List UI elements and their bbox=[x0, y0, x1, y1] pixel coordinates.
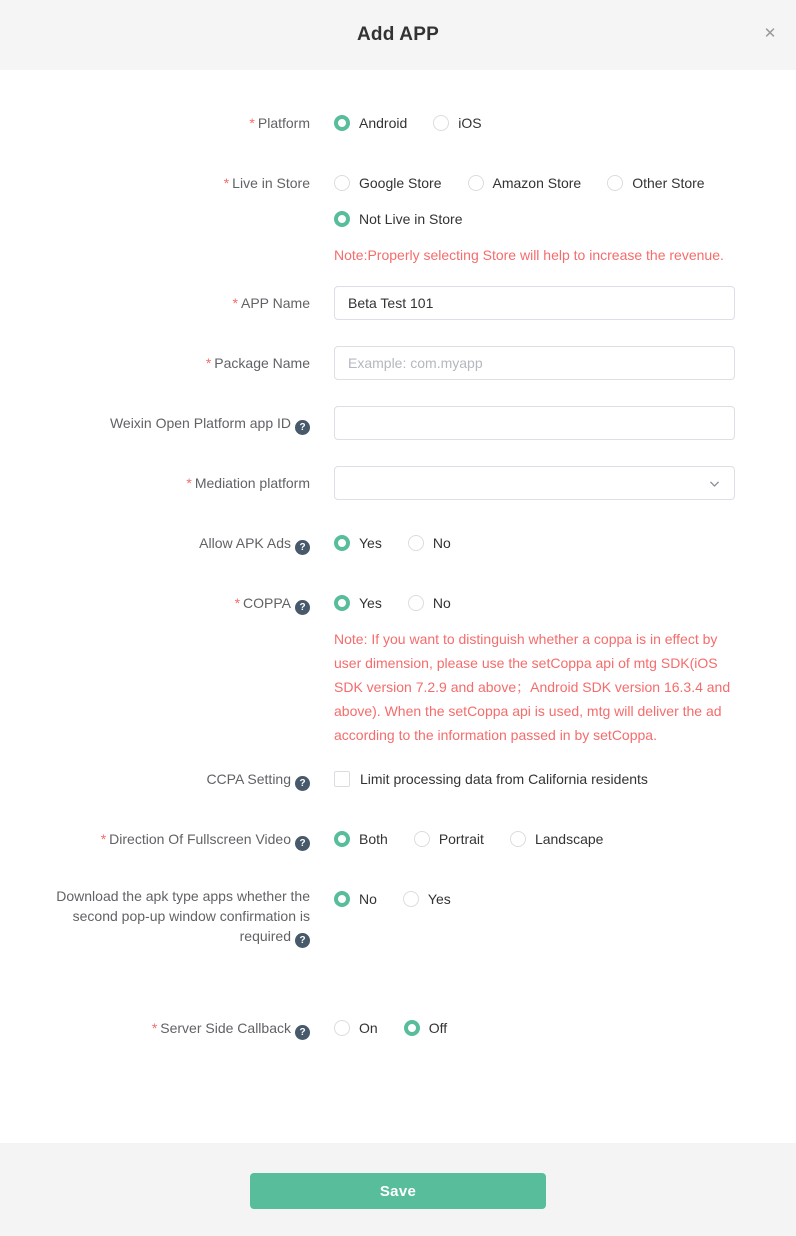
radio-label: Amazon Store bbox=[492, 175, 582, 191]
coppa-option-no[interactable] bbox=[408, 595, 451, 611]
required-asterisk: * bbox=[223, 175, 230, 191]
field-live-in-store bbox=[38, 166, 735, 267]
radio-label: On bbox=[359, 1020, 378, 1036]
chevron-down-icon bbox=[708, 477, 721, 490]
live-in-store-option-other-store[interactable] bbox=[607, 175, 704, 191]
dialog-header bbox=[0, 0, 796, 70]
field-platform bbox=[38, 106, 735, 140]
direction-fullscreen-video-radio-group bbox=[334, 822, 735, 856]
radio-unselected-icon bbox=[334, 175, 350, 191]
field-mediation-platform bbox=[38, 466, 735, 500]
coppa-radio-group bbox=[334, 586, 735, 620]
platform-label: * Platform bbox=[249, 115, 310, 131]
apk-download-confirm-label: Download the apk type apps whether the second pop-up window confirmation is required ? bbox=[56, 888, 310, 946]
server-side-callback-option-on[interactable] bbox=[334, 1020, 378, 1036]
radio-label: No bbox=[359, 891, 377, 907]
save-button[interactable]: Save bbox=[250, 1173, 546, 1209]
checkbox-icon bbox=[334, 771, 350, 787]
field-ccpa-setting bbox=[38, 762, 735, 796]
radio-unselected-icon bbox=[607, 175, 623, 191]
platform-radio-group bbox=[334, 106, 735, 140]
ccpa-setting-label: CCPA Setting ? bbox=[38, 762, 310, 796]
allow-apk-ads-option-yes[interactable] bbox=[334, 535, 382, 551]
help-icon[interactable]: ? bbox=[295, 933, 310, 948]
radio-unselected-icon bbox=[403, 891, 419, 907]
radio-label: Both bbox=[359, 831, 388, 847]
field-app-name bbox=[38, 286, 735, 320]
radio-selected-icon bbox=[334, 535, 350, 551]
dialog-body bbox=[0, 70, 796, 1143]
package-name-label: * Package Name bbox=[205, 355, 310, 371]
radio-unselected-icon bbox=[408, 535, 424, 551]
required-asterisk: * bbox=[186, 475, 192, 491]
required-asterisk: * bbox=[232, 295, 238, 311]
close-icon[interactable]: ✕ bbox=[760, 24, 780, 44]
field-weixin-app-id bbox=[38, 406, 735, 440]
help-icon[interactable]: ? bbox=[295, 1025, 310, 1040]
mediation-platform-select[interactable] bbox=[334, 466, 735, 500]
radio-label: Off bbox=[428, 1020, 448, 1036]
apk-download-confirm-option-yes[interactable] bbox=[403, 891, 451, 907]
ccpa-checkbox[interactable] bbox=[334, 762, 735, 796]
server-side-callback-radio-group bbox=[334, 1011, 735, 1045]
help-icon[interactable]: ? bbox=[295, 420, 310, 435]
direction-fullscreen-video-option-both[interactable] bbox=[334, 831, 388, 847]
live-in-store-radio-group-row1 bbox=[334, 166, 735, 200]
app-name-input[interactable] bbox=[334, 286, 735, 320]
radio-label: Other Store bbox=[632, 175, 705, 191]
radio-label: Android bbox=[359, 115, 408, 131]
field-package-name bbox=[38, 346, 735, 380]
radio-unselected-icon bbox=[510, 831, 526, 847]
live-in-store-radio-group-row2 bbox=[334, 202, 735, 236]
radio-selected-icon bbox=[404, 1020, 420, 1036]
allow-apk-ads-label: Allow APK Ads ? bbox=[38, 526, 310, 560]
server-side-callback-label: * Server Side Callback ? bbox=[38, 1011, 310, 1045]
direction-fullscreen-video-option-portrait[interactable] bbox=[414, 831, 484, 847]
radio-unselected-icon bbox=[433, 115, 449, 131]
field-coppa bbox=[38, 586, 735, 747]
live-in-store-option-google-store[interactable] bbox=[334, 175, 442, 191]
live-in-store-option-not-live-in-store[interactable] bbox=[334, 211, 463, 227]
radio-label: Yes bbox=[359, 535, 382, 551]
field-server-side-callback bbox=[38, 1011, 735, 1045]
package-name-input[interactable] bbox=[334, 346, 735, 380]
radio-selected-icon bbox=[334, 115, 350, 131]
radio-unselected-icon bbox=[414, 831, 430, 847]
coppa-note: Note: If you want to distinguish whether a coppa is in effect by user dimension, please use the setCoppa api of mtg SDK(iOS SDK version 7.2.9 and above；Android SDK version 16.3.4 and above). When the setCoppa api is used, mtg will deliver the ad according to the information passed in by setCoppa. bbox=[334, 631, 731, 743]
radio-unselected-icon bbox=[334, 1020, 350, 1036]
radio-label: Yes bbox=[427, 891, 451, 907]
dialog-title: Add APP bbox=[357, 24, 439, 45]
help-icon[interactable]: ? bbox=[295, 776, 310, 791]
radio-selected-icon bbox=[334, 891, 350, 907]
required-asterisk: * bbox=[249, 115, 255, 131]
coppa-label: * COPPA ? bbox=[38, 586, 310, 620]
live-in-store-option-amazon-store[interactable] bbox=[468, 175, 582, 191]
server-side-callback-option-off[interactable] bbox=[404, 1020, 447, 1036]
required-asterisk: * bbox=[151, 1020, 158, 1036]
platform-option-android[interactable] bbox=[334, 115, 407, 131]
help-icon[interactable]: ? bbox=[295, 836, 310, 851]
radio-label: No bbox=[432, 595, 451, 611]
radio-label: Not Live in Store bbox=[359, 211, 463, 227]
required-asterisk: * bbox=[234, 595, 241, 611]
field-allow-apk-ads bbox=[38, 526, 735, 560]
radio-label: Google Store bbox=[359, 175, 442, 191]
direction-fullscreen-video-option-landscape[interactable] bbox=[510, 831, 604, 847]
dialog-footer bbox=[0, 1143, 796, 1236]
radio-selected-icon bbox=[334, 831, 350, 847]
apk-download-confirm-radio-group bbox=[334, 882, 735, 916]
weixin-app-id-input[interactable] bbox=[334, 406, 735, 440]
radio-label: No bbox=[432, 535, 451, 551]
coppa-option-yes[interactable] bbox=[334, 595, 382, 611]
radio-selected-icon bbox=[334, 211, 350, 227]
radio-label: Portrait bbox=[438, 831, 484, 847]
radio-label: Landscape bbox=[534, 831, 604, 847]
radio-label: Yes bbox=[359, 595, 382, 611]
mediation-platform-label: * Mediation platform bbox=[186, 475, 310, 491]
field-direction-fullscreen-video bbox=[38, 822, 735, 856]
radio-unselected-icon bbox=[408, 595, 424, 611]
field-apk-download-confirm bbox=[38, 882, 735, 948]
live-in-store-label: * Live in Store bbox=[223, 175, 310, 191]
platform-option-ios[interactable] bbox=[433, 115, 481, 131]
weixin-app-id-label: Weixin Open Platform app ID ? bbox=[38, 406, 310, 440]
direction-fullscreen-video-label: * Direction Of Fullscreen Video ? bbox=[38, 822, 310, 856]
radio-label: iOS bbox=[458, 115, 482, 131]
help-icon[interactable]: ? bbox=[295, 540, 310, 555]
app-name-label: * APP Name bbox=[232, 295, 310, 311]
apk-download-confirm-option-no[interactable] bbox=[334, 891, 377, 907]
allow-apk-ads-radio-group bbox=[334, 526, 735, 560]
required-asterisk: * bbox=[205, 355, 212, 371]
live-in-store-note: Note:Properly selecting Store will help to increase the revenue. bbox=[334, 247, 724, 263]
allow-apk-ads-option-no[interactable] bbox=[408, 535, 451, 551]
radio-selected-icon bbox=[334, 595, 350, 611]
ccpa-checkbox-label: Limit processing data from California residents bbox=[360, 771, 648, 787]
required-asterisk: * bbox=[100, 831, 107, 847]
help-icon[interactable]: ? bbox=[295, 600, 310, 615]
radio-unselected-icon bbox=[468, 175, 484, 191]
